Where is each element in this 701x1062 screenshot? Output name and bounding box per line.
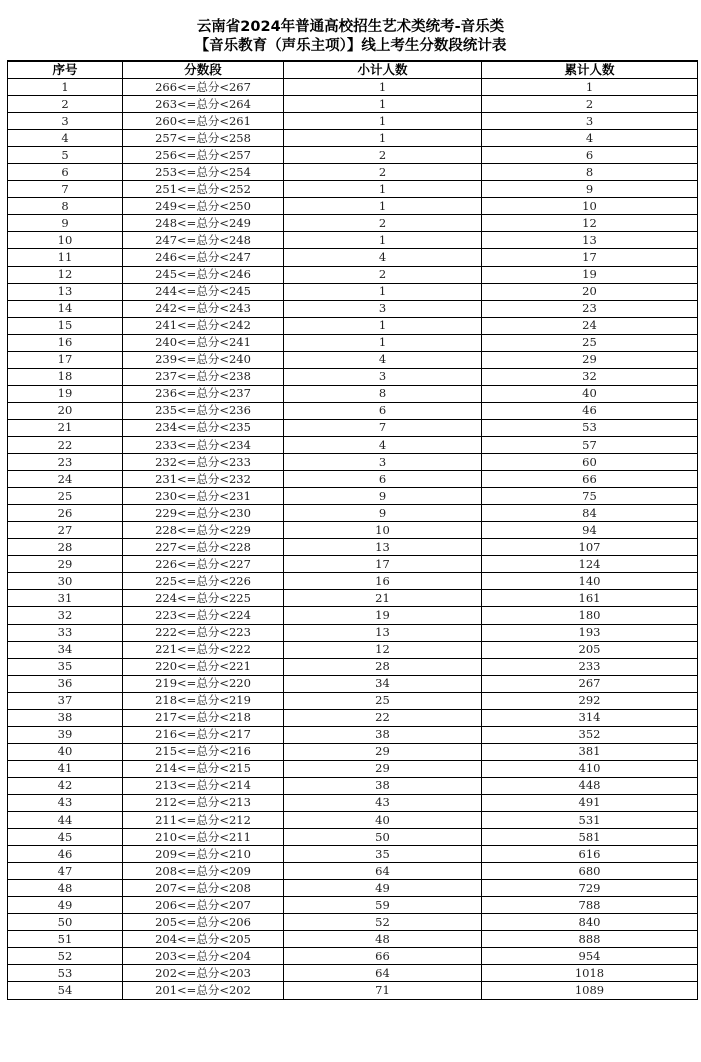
cell-cumulative: 24 [482, 317, 698, 334]
cell-score-range: 233<=总分<234 [123, 436, 284, 453]
table-row [8, 181, 698, 198]
cell-index: 20 [8, 402, 123, 419]
table-row [8, 488, 698, 505]
cell-cumulative: 20 [482, 283, 698, 300]
cell-cumulative: 680 [482, 863, 698, 880]
table-row [8, 215, 698, 232]
table-row [8, 658, 698, 675]
cell-score-range: 234<=总分<235 [123, 419, 284, 436]
table-row [8, 880, 698, 897]
cell-cumulative: 840 [482, 914, 698, 931]
cell-index: 51 [8, 931, 123, 948]
cell-index: 11 [8, 249, 123, 266]
cell-subtotal: 2 [284, 266, 482, 283]
cell-index: 2 [8, 96, 123, 113]
table-header-row [8, 61, 698, 79]
table-row [8, 709, 698, 726]
cell-cumulative: 13 [482, 232, 698, 249]
cell-index: 54 [8, 982, 123, 999]
cell-index: 22 [8, 436, 123, 453]
cell-subtotal: 1 [284, 113, 482, 130]
table-row [8, 812, 698, 829]
cell-index: 28 [8, 539, 123, 556]
cell-cumulative: 4 [482, 130, 698, 147]
cell-index: 27 [8, 522, 123, 539]
cell-cumulative: 9 [482, 181, 698, 198]
table-row [8, 436, 698, 453]
document-title: 云南省2024年普通高校招生艺术类统考-音乐类 [196, 19, 505, 35]
cell-score-range: 242<=总分<243 [123, 300, 284, 317]
table-row [8, 164, 698, 181]
cell-score-range: 201<=总分<202 [123, 982, 284, 999]
cell-score-range: 203<=总分<204 [123, 948, 284, 965]
cell-index: 29 [8, 556, 123, 573]
cell-subtotal: 35 [284, 846, 482, 863]
table-row [8, 829, 698, 846]
table-row [8, 743, 698, 760]
cell-cumulative: 46 [482, 402, 698, 419]
cell-index: 46 [8, 846, 123, 863]
table-row [8, 522, 698, 539]
cell-subtotal: 64 [284, 965, 482, 982]
cell-index: 7 [8, 181, 123, 198]
cell-index: 21 [8, 419, 123, 436]
cell-score-range: 246<=总分<247 [123, 249, 284, 266]
cell-cumulative: 140 [482, 573, 698, 590]
cell-index: 14 [8, 300, 123, 317]
table-row [8, 573, 698, 590]
table-row [8, 965, 698, 982]
cell-score-range: 236<=总分<237 [123, 385, 284, 402]
cell-cumulative: 410 [482, 760, 698, 777]
cell-index: 17 [8, 351, 123, 368]
cell-score-range: 232<=总分<233 [123, 454, 284, 471]
cell-subtotal: 29 [284, 743, 482, 760]
cell-cumulative: 491 [482, 794, 698, 811]
table-row [8, 300, 698, 317]
cell-cumulative: 17 [482, 249, 698, 266]
cell-cumulative: 29 [482, 351, 698, 368]
table-row [8, 624, 698, 641]
cell-cumulative: 788 [482, 897, 698, 914]
cell-subtotal: 21 [284, 590, 482, 607]
cell-index: 38 [8, 709, 123, 726]
cell-score-range: 206<=总分<207 [123, 897, 284, 914]
column-header-index: 序号 [8, 61, 123, 79]
cell-subtotal: 4 [284, 249, 482, 266]
cell-score-range: 247<=总分<248 [123, 232, 284, 249]
table-row [8, 266, 698, 283]
cell-index: 37 [8, 692, 123, 709]
cell-subtotal: 50 [284, 829, 482, 846]
cell-index: 12 [8, 266, 123, 283]
cell-subtotal: 12 [284, 641, 482, 658]
table-row [8, 641, 698, 658]
cell-subtotal: 17 [284, 556, 482, 573]
cell-cumulative: 729 [482, 880, 698, 897]
cell-cumulative: 1018 [482, 965, 698, 982]
cell-index: 41 [8, 760, 123, 777]
cell-subtotal: 1 [284, 130, 482, 147]
cell-score-range: 230<=总分<231 [123, 488, 284, 505]
cell-score-range: 226<=总分<227 [123, 556, 284, 573]
cell-score-range: 217<=总分<218 [123, 709, 284, 726]
cell-cumulative: 193 [482, 624, 698, 641]
cell-subtotal: 9 [284, 488, 482, 505]
cell-subtotal: 3 [284, 454, 482, 471]
cell-subtotal: 1 [284, 181, 482, 198]
cell-subtotal: 1 [284, 79, 482, 96]
table-row [8, 351, 698, 368]
table-row [8, 130, 698, 147]
cell-subtotal: 2 [284, 164, 482, 181]
cell-cumulative: 2 [482, 96, 698, 113]
table-row [8, 198, 698, 215]
cell-score-range: 248<=总分<249 [123, 215, 284, 232]
cell-index: 42 [8, 777, 123, 794]
cell-subtotal: 29 [284, 760, 482, 777]
cell-subtotal: 8 [284, 385, 482, 402]
cell-cumulative: 954 [482, 948, 698, 965]
cell-subtotal: 48 [284, 931, 482, 948]
table-row [8, 283, 698, 300]
cell-score-range: 207<=总分<208 [123, 880, 284, 897]
cell-cumulative: 19 [482, 266, 698, 283]
cell-index: 10 [8, 232, 123, 249]
cell-index: 24 [8, 471, 123, 488]
cell-score-range: 213<=总分<214 [123, 777, 284, 794]
cell-score-range: 260<=总分<261 [123, 113, 284, 130]
cell-cumulative: 75 [482, 488, 698, 505]
table-row [8, 590, 698, 607]
cell-index: 39 [8, 726, 123, 743]
cell-subtotal: 64 [284, 863, 482, 880]
cell-score-range: 221<=总分<222 [123, 641, 284, 658]
cell-index: 5 [8, 147, 123, 164]
cell-cumulative: 60 [482, 454, 698, 471]
table-row [8, 607, 698, 624]
cell-score-range: 212<=总分<213 [123, 794, 284, 811]
cell-subtotal: 34 [284, 675, 482, 692]
cell-cumulative: 53 [482, 419, 698, 436]
document-subtitle: 【音乐教育（声乐主项）】线上考生分数段统计表 [194, 38, 507, 54]
cell-index: 44 [8, 812, 123, 829]
cell-cumulative: 233 [482, 658, 698, 675]
table-row [8, 385, 698, 402]
cell-score-range: 266<=总分<267 [123, 79, 284, 96]
cell-cumulative: 531 [482, 812, 698, 829]
table-row [8, 982, 698, 999]
cell-subtotal: 1 [284, 317, 482, 334]
cell-subtotal: 16 [284, 573, 482, 590]
cell-subtotal: 43 [284, 794, 482, 811]
cell-score-range: 220<=总分<221 [123, 658, 284, 675]
cell-score-range: 204<=总分<205 [123, 931, 284, 948]
cell-cumulative: 107 [482, 539, 698, 556]
cell-index: 13 [8, 283, 123, 300]
cell-index: 31 [8, 590, 123, 607]
cell-cumulative: 1089 [482, 982, 698, 999]
cell-score-range: 245<=总分<246 [123, 266, 284, 283]
cell-index: 50 [8, 914, 123, 931]
cell-subtotal: 3 [284, 368, 482, 385]
table-row [8, 249, 698, 266]
cell-score-range: 229<=总分<230 [123, 505, 284, 522]
cell-score-range: 235<=总分<236 [123, 402, 284, 419]
cell-cumulative: 32 [482, 368, 698, 385]
cell-subtotal: 52 [284, 914, 482, 931]
cell-score-range: 253<=总分<254 [123, 164, 284, 181]
cell-cumulative: 1 [482, 79, 698, 96]
cell-subtotal: 9 [284, 505, 482, 522]
cell-subtotal: 1 [284, 232, 482, 249]
cell-score-range: 227<=总分<228 [123, 539, 284, 556]
cell-subtotal: 22 [284, 709, 482, 726]
cell-subtotal: 66 [284, 948, 482, 965]
cell-subtotal: 25 [284, 692, 482, 709]
cell-index: 45 [8, 829, 123, 846]
cell-index: 40 [8, 743, 123, 760]
cell-score-range: 211<=总分<212 [123, 812, 284, 829]
cell-index: 16 [8, 334, 123, 351]
table-body [8, 79, 698, 1000]
cell-index: 1 [8, 79, 123, 96]
cell-score-range: 202<=总分<203 [123, 965, 284, 982]
cell-cumulative: 66 [482, 471, 698, 488]
cell-score-range: 218<=总分<219 [123, 692, 284, 709]
column-header-score-range: 分数段 [123, 61, 284, 79]
cell-subtotal: 4 [284, 436, 482, 453]
table-row [8, 505, 698, 522]
cell-score-range: 244<=总分<245 [123, 283, 284, 300]
cell-score-range: 222<=总分<223 [123, 624, 284, 641]
cell-score-range: 231<=总分<232 [123, 471, 284, 488]
cell-score-range: 237<=总分<238 [123, 368, 284, 385]
cell-score-range: 215<=总分<216 [123, 743, 284, 760]
cell-subtotal: 10 [284, 522, 482, 539]
table-row [8, 79, 698, 96]
cell-subtotal: 38 [284, 726, 482, 743]
table-row [8, 794, 698, 811]
cell-index: 35 [8, 658, 123, 675]
cell-score-range: 209<=总分<210 [123, 846, 284, 863]
cell-cumulative: 205 [482, 641, 698, 658]
cell-cumulative: 57 [482, 436, 698, 453]
table-row [8, 846, 698, 863]
cell-index: 15 [8, 317, 123, 334]
table-row [8, 726, 698, 743]
cell-cumulative: 23 [482, 300, 698, 317]
cell-score-range: 205<=总分<206 [123, 914, 284, 931]
cell-score-range: 208<=总分<209 [123, 863, 284, 880]
cell-score-range: 251<=总分<252 [123, 181, 284, 198]
cell-index: 48 [8, 880, 123, 897]
cell-cumulative: 84 [482, 505, 698, 522]
cell-index: 26 [8, 505, 123, 522]
cell-cumulative: 292 [482, 692, 698, 709]
cell-index: 32 [8, 607, 123, 624]
cell-score-range: 263<=总分<264 [123, 96, 284, 113]
cell-cumulative: 10 [482, 198, 698, 215]
cell-index: 4 [8, 130, 123, 147]
cell-subtotal: 40 [284, 812, 482, 829]
cell-index: 52 [8, 948, 123, 965]
cell-score-range: 225<=总分<226 [123, 573, 284, 590]
cell-index: 49 [8, 897, 123, 914]
cell-subtotal: 1 [284, 334, 482, 351]
cell-subtotal: 1 [284, 283, 482, 300]
cell-score-range: 216<=总分<217 [123, 726, 284, 743]
table-row [8, 454, 698, 471]
cell-cumulative: 40 [482, 385, 698, 402]
table-row [8, 539, 698, 556]
table-row [8, 556, 698, 573]
cell-index: 23 [8, 454, 123, 471]
cell-cumulative: 94 [482, 522, 698, 539]
cell-cumulative: 888 [482, 931, 698, 948]
cell-cumulative: 616 [482, 846, 698, 863]
cell-index: 36 [8, 675, 123, 692]
cell-score-range: 219<=总分<220 [123, 675, 284, 692]
table-row [8, 692, 698, 709]
table-row [8, 675, 698, 692]
cell-score-range: 256<=总分<257 [123, 147, 284, 164]
cell-subtotal: 4 [284, 351, 482, 368]
cell-cumulative: 8 [482, 164, 698, 181]
table-row [8, 232, 698, 249]
cell-index: 6 [8, 164, 123, 181]
table-row [8, 897, 698, 914]
cell-score-range: 223<=总分<224 [123, 607, 284, 624]
cell-subtotal: 2 [284, 215, 482, 232]
cell-subtotal: 6 [284, 471, 482, 488]
cell-cumulative: 180 [482, 607, 698, 624]
cell-cumulative: 25 [482, 334, 698, 351]
table-row [8, 914, 698, 931]
cell-subtotal: 13 [284, 539, 482, 556]
cell-index: 47 [8, 863, 123, 880]
table-row [8, 948, 698, 965]
table-row [8, 113, 698, 130]
cell-subtotal: 49 [284, 880, 482, 897]
cell-cumulative: 314 [482, 709, 698, 726]
cell-index: 9 [8, 215, 123, 232]
cell-score-range: 214<=总分<215 [123, 760, 284, 777]
cell-score-range: 257<=总分<258 [123, 130, 284, 147]
cell-subtotal: 28 [284, 658, 482, 675]
cell-subtotal: 71 [284, 982, 482, 999]
cell-score-range: 249<=总分<250 [123, 198, 284, 215]
cell-index: 18 [8, 368, 123, 385]
cell-subtotal: 2 [284, 147, 482, 164]
table-row [8, 402, 698, 419]
table-row [8, 760, 698, 777]
cell-cumulative: 12 [482, 215, 698, 232]
cell-score-range: 224<=总分<225 [123, 590, 284, 607]
cell-cumulative: 3 [482, 113, 698, 130]
cell-cumulative: 267 [482, 675, 698, 692]
cell-score-range: 210<=总分<211 [123, 829, 284, 846]
cell-index: 8 [8, 198, 123, 215]
cell-subtotal: 19 [284, 607, 482, 624]
table-row [8, 931, 698, 948]
cell-cumulative: 381 [482, 743, 698, 760]
cell-cumulative: 581 [482, 829, 698, 846]
table-row [8, 777, 698, 794]
table-row [8, 471, 698, 488]
cell-cumulative: 124 [482, 556, 698, 573]
cell-index: 19 [8, 385, 123, 402]
cell-score-range: 241<=总分<242 [123, 317, 284, 334]
cell-score-range: 240<=总分<241 [123, 334, 284, 351]
cell-index: 25 [8, 488, 123, 505]
cell-cumulative: 6 [482, 147, 698, 164]
cell-score-range: 239<=总分<240 [123, 351, 284, 368]
cell-subtotal: 38 [284, 777, 482, 794]
cell-score-range: 228<=总分<229 [123, 522, 284, 539]
table-row [8, 317, 698, 334]
cell-subtotal: 1 [284, 96, 482, 113]
cell-index: 30 [8, 573, 123, 590]
cell-subtotal: 59 [284, 897, 482, 914]
cell-subtotal: 1 [284, 198, 482, 215]
cell-subtotal: 3 [284, 300, 482, 317]
cell-cumulative: 448 [482, 777, 698, 794]
column-header-cumulative: 累计人数 [482, 61, 698, 79]
table-row [8, 368, 698, 385]
table-row [8, 419, 698, 436]
cell-subtotal: 7 [284, 419, 482, 436]
cell-subtotal: 6 [284, 402, 482, 419]
cell-index: 33 [8, 624, 123, 641]
table-row [8, 334, 698, 351]
table-row [8, 96, 698, 113]
table-row [8, 863, 698, 880]
cell-index: 53 [8, 965, 123, 982]
cell-index: 3 [8, 113, 123, 130]
table-row [8, 147, 698, 164]
score-distribution-table [7, 60, 698, 1000]
cell-cumulative: 352 [482, 726, 698, 743]
column-header-subtotal: 小计人数 [284, 61, 482, 79]
cell-index: 43 [8, 794, 123, 811]
cell-subtotal: 13 [284, 624, 482, 641]
cell-cumulative: 161 [482, 590, 698, 607]
cell-index: 34 [8, 641, 123, 658]
